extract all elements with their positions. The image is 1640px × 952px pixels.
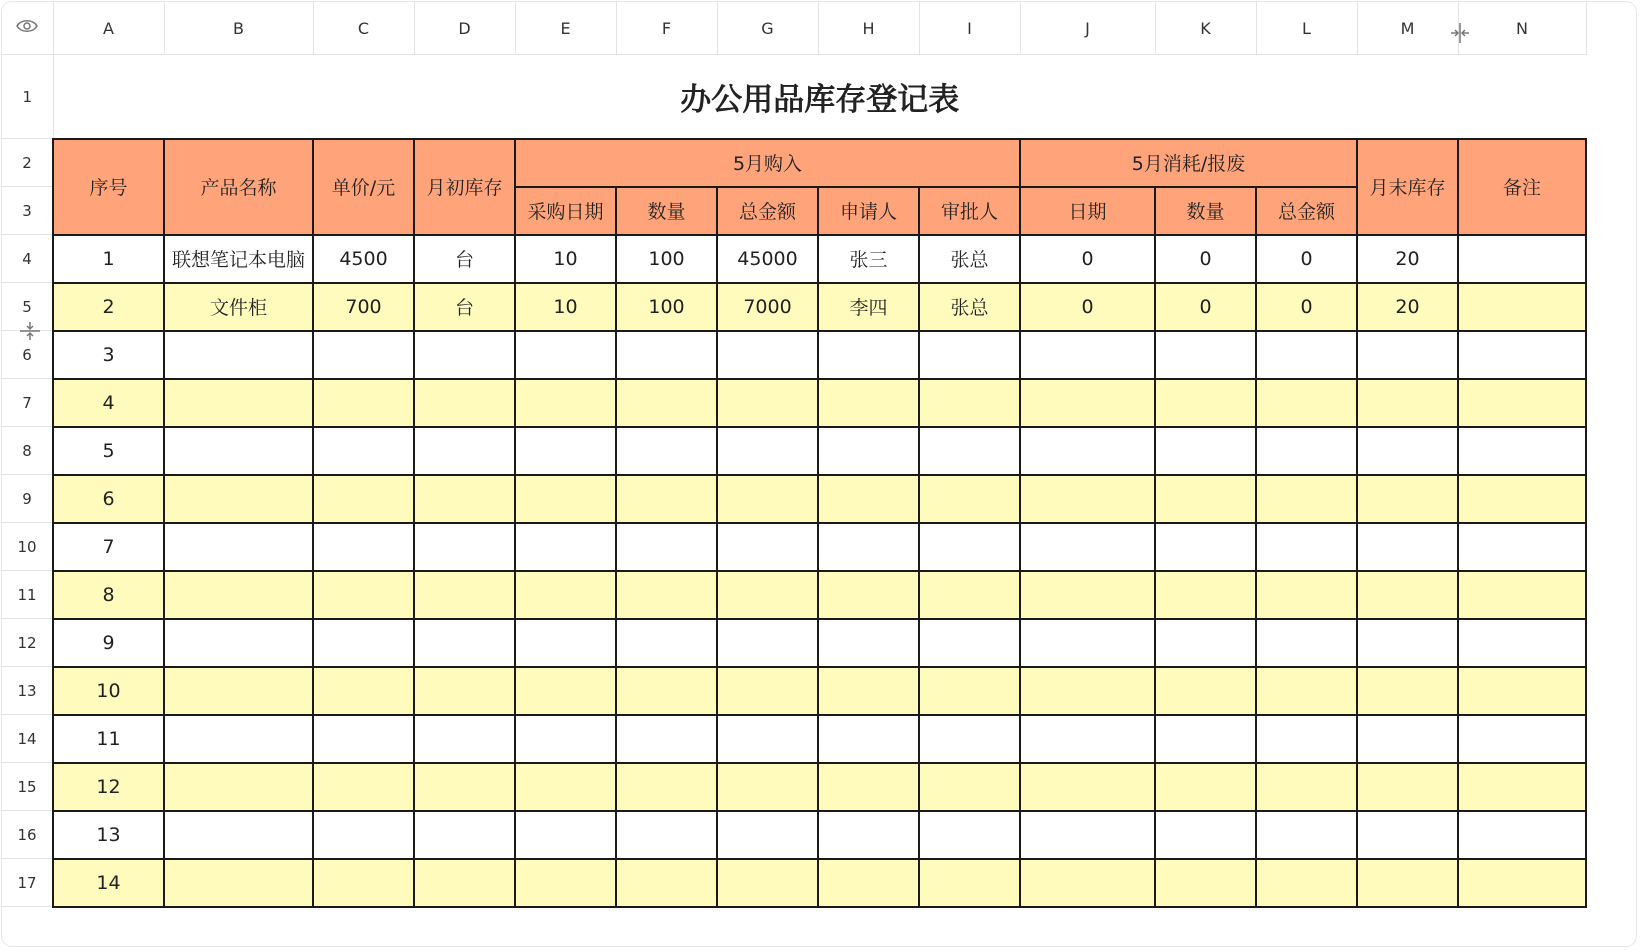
cell-closing-stock[interactable] bbox=[1357, 619, 1458, 667]
cell-notes[interactable] bbox=[1458, 331, 1586, 379]
cell-purchase-qty[interactable] bbox=[616, 571, 717, 619]
cell-applicant[interactable] bbox=[818, 427, 919, 475]
cell-closing-stock[interactable]: 20 bbox=[1357, 283, 1458, 331]
cell-opening-stock[interactable] bbox=[414, 619, 515, 667]
row-header[interactable]: 3 bbox=[2, 187, 53, 235]
row-header[interactable]: 14 bbox=[2, 715, 53, 763]
cell-approver[interactable] bbox=[919, 667, 1020, 715]
cell-seq[interactable]: 3 bbox=[53, 331, 164, 379]
cell-opening-stock[interactable] bbox=[414, 331, 515, 379]
row-header[interactable]: 8 bbox=[2, 427, 53, 475]
column-header-row bbox=[2, 2, 1586, 55]
cell-consume-qty[interactable] bbox=[1155, 859, 1256, 907]
cell-purchase-qty[interactable] bbox=[616, 331, 717, 379]
cell-closing-stock[interactable] bbox=[1357, 427, 1458, 475]
row-header[interactable]: 10 bbox=[2, 523, 53, 571]
cell-purchase-qty[interactable] bbox=[616, 379, 717, 427]
column-header[interactable]: E bbox=[515, 2, 616, 55]
cell-purchase-total[interactable] bbox=[717, 523, 818, 571]
cell-approver[interactable] bbox=[919, 523, 1020, 571]
cell-closing-stock[interactable] bbox=[1357, 763, 1458, 811]
header-closing-stock[interactable]: 月末库存 bbox=[1357, 139, 1458, 235]
cell-consume-qty[interactable] bbox=[1155, 427, 1256, 475]
cell-purchase-total[interactable]: 7000 bbox=[717, 283, 818, 331]
cell-seq[interactable]: 4 bbox=[53, 379, 164, 427]
cell-closing-stock[interactable] bbox=[1357, 811, 1458, 859]
cell-purchase-qty[interactable] bbox=[616, 859, 717, 907]
cell-opening-stock[interactable] bbox=[414, 523, 515, 571]
cell-purchase-qty[interactable]: 100 bbox=[616, 283, 717, 331]
row-header[interactable]: 7 bbox=[2, 379, 53, 427]
cell-consume-total[interactable] bbox=[1256, 331, 1357, 379]
cell-purchase-qty[interactable] bbox=[616, 763, 717, 811]
column-header[interactable]: C bbox=[313, 2, 414, 55]
row-header[interactable]: 6 bbox=[2, 331, 53, 379]
cell-applicant[interactable] bbox=[818, 859, 919, 907]
cell-opening-stock[interactable] bbox=[414, 811, 515, 859]
cell-seq[interactable]: 8 bbox=[53, 571, 164, 619]
column-header[interactable]: J bbox=[1020, 2, 1155, 55]
cell-product-name[interactable] bbox=[164, 859, 313, 907]
table-row bbox=[2, 331, 1586, 379]
cell-purchase-qty[interactable] bbox=[616, 667, 717, 715]
cell-purchase-total[interactable] bbox=[717, 859, 818, 907]
column-header[interactable]: G bbox=[717, 2, 818, 55]
header-consume-total[interactable]: 总金额 bbox=[1256, 187, 1357, 235]
cell-unit-price[interactable]: 4500 bbox=[313, 235, 414, 283]
cell-notes[interactable] bbox=[1458, 763, 1586, 811]
cell-consume-qty[interactable] bbox=[1155, 619, 1256, 667]
cell-consume-date[interactable] bbox=[1020, 619, 1155, 667]
cell-consume-total[interactable]: 0 bbox=[1256, 235, 1357, 283]
cell-approver[interactable] bbox=[919, 571, 1020, 619]
cell-notes[interactable] bbox=[1458, 619, 1586, 667]
cell-approver[interactable] bbox=[919, 427, 1020, 475]
cell-seq[interactable]: 14 bbox=[53, 859, 164, 907]
sheet-title[interactable]: 办公用品库存登记表 bbox=[53, 55, 1586, 139]
cell-purchase-date[interactable] bbox=[515, 715, 616, 763]
cell-consume-total[interactable] bbox=[1256, 379, 1357, 427]
cell-seq[interactable]: 11 bbox=[53, 715, 164, 763]
header-consume-qty[interactable]: 数量 bbox=[1155, 187, 1256, 235]
cell-applicant[interactable] bbox=[818, 571, 919, 619]
table-row bbox=[2, 859, 1586, 907]
cell-notes[interactable] bbox=[1458, 859, 1586, 907]
cell-applicant[interactable] bbox=[818, 331, 919, 379]
cell-purchase-total[interactable] bbox=[717, 763, 818, 811]
row-resize-icon[interactable] bbox=[19, 320, 41, 342]
cell-notes[interactable] bbox=[1458, 571, 1586, 619]
column-header[interactable]: H bbox=[818, 2, 919, 55]
cell-purchase-total[interactable] bbox=[717, 619, 818, 667]
row-header[interactable]: 15 bbox=[2, 763, 53, 811]
table-row bbox=[2, 715, 1586, 763]
cell-product-name[interactable] bbox=[164, 619, 313, 667]
cell-applicant[interactable] bbox=[818, 379, 919, 427]
column-resize-icon[interactable] bbox=[1449, 22, 1471, 44]
cell-consume-date[interactable] bbox=[1020, 859, 1155, 907]
table-row bbox=[2, 235, 1586, 283]
cell-approver[interactable] bbox=[919, 811, 1020, 859]
cell-closing-stock[interactable] bbox=[1357, 331, 1458, 379]
cell-product-name[interactable] bbox=[164, 331, 313, 379]
cell-notes[interactable] bbox=[1458, 475, 1586, 523]
cell-purchase-qty[interactable] bbox=[616, 427, 717, 475]
cell-purchase-total[interactable] bbox=[717, 715, 818, 763]
table-row bbox=[2, 379, 1586, 427]
row-header[interactable]: 2 bbox=[2, 139, 53, 187]
table-row bbox=[2, 763, 1586, 811]
column-header[interactable]: B bbox=[164, 2, 313, 55]
cell-applicant[interactable] bbox=[818, 523, 919, 571]
cell-seq[interactable]: 2 bbox=[53, 283, 164, 331]
cell-product-name[interactable]: 文件柜 bbox=[164, 283, 313, 331]
cell-purchase-total[interactable] bbox=[717, 331, 818, 379]
spreadsheet bbox=[2, 2, 1636, 946]
cell-purchase-total[interactable] bbox=[717, 427, 818, 475]
cell-notes[interactable] bbox=[1458, 235, 1586, 283]
table-row bbox=[2, 571, 1586, 619]
cell-applicant[interactable] bbox=[818, 475, 919, 523]
table-row bbox=[2, 811, 1586, 859]
cell-purchase-qty[interactable]: 100 bbox=[616, 235, 717, 283]
cell-applicant[interactable] bbox=[818, 811, 919, 859]
table-row bbox=[2, 619, 1586, 667]
cell-purchase-date[interactable] bbox=[515, 859, 616, 907]
cell-unit-price[interactable] bbox=[313, 619, 414, 667]
cell-unit-price[interactable] bbox=[313, 859, 414, 907]
row-header[interactable]: 13 bbox=[2, 667, 53, 715]
cell-product-name[interactable] bbox=[164, 427, 313, 475]
cell-purchase-date[interactable] bbox=[515, 331, 616, 379]
cell-unit-price[interactable] bbox=[313, 811, 414, 859]
table-row bbox=[2, 427, 1586, 475]
cell-consume-qty[interactable]: 0 bbox=[1155, 283, 1256, 331]
header-purchase-date[interactable]: 采购日期 bbox=[515, 187, 616, 235]
eye-icon[interactable] bbox=[16, 18, 38, 38]
header-approver[interactable]: 审批人 bbox=[919, 187, 1020, 235]
cell-consume-date[interactable] bbox=[1020, 763, 1155, 811]
cell-consume-qty[interactable] bbox=[1155, 571, 1256, 619]
cell-seq[interactable]: 7 bbox=[53, 523, 164, 571]
cell-consume-total[interactable] bbox=[1256, 859, 1357, 907]
row-header[interactable]: 12 bbox=[2, 619, 53, 667]
cell-consume-qty[interactable] bbox=[1155, 811, 1256, 859]
table-row bbox=[2, 667, 1586, 715]
table-row bbox=[2, 283, 1586, 331]
table-row bbox=[2, 523, 1586, 571]
cell-purchase-total[interactable] bbox=[717, 379, 818, 427]
header-product-name[interactable]: 产品名称 bbox=[164, 139, 313, 235]
column-header[interactable]: K bbox=[1155, 2, 1256, 55]
cell-purchase-qty[interactable] bbox=[616, 475, 717, 523]
cell-unit-price[interactable] bbox=[313, 475, 414, 523]
cell-seq[interactable]: 9 bbox=[53, 619, 164, 667]
cell-consume-qty[interactable] bbox=[1155, 475, 1256, 523]
cell-product-name[interactable] bbox=[164, 667, 313, 715]
cell-seq[interactable]: 5 bbox=[53, 427, 164, 475]
cell-purchase-date[interactable] bbox=[515, 811, 616, 859]
cell-consume-total[interactable]: 0 bbox=[1256, 283, 1357, 331]
cell-closing-stock[interactable] bbox=[1357, 667, 1458, 715]
cell-approver[interactable]: 张总 bbox=[919, 235, 1020, 283]
column-header[interactable]: A bbox=[53, 2, 164, 55]
cell-opening-stock[interactable] bbox=[414, 379, 515, 427]
title-row bbox=[2, 55, 1586, 139]
row-header[interactable]: 9 bbox=[2, 475, 53, 523]
row-header[interactable]: 11 bbox=[2, 571, 53, 619]
header-notes[interactable]: 备注 bbox=[1458, 139, 1586, 235]
cell-opening-stock[interactable] bbox=[414, 667, 515, 715]
cell-opening-stock[interactable] bbox=[414, 763, 515, 811]
cell-unit-price[interactable] bbox=[313, 715, 414, 763]
cell-product-name[interactable] bbox=[164, 523, 313, 571]
cell-approver[interactable] bbox=[919, 763, 1020, 811]
sheet-grid bbox=[2, 2, 1587, 908]
cell-consume-date[interactable] bbox=[1020, 715, 1155, 763]
cell-unit-price[interactable] bbox=[313, 667, 414, 715]
column-header[interactable]: D bbox=[414, 2, 515, 55]
cell-purchase-date[interactable] bbox=[515, 619, 616, 667]
cell-purchase-total[interactable]: 45000 bbox=[717, 235, 818, 283]
column-header[interactable]: F bbox=[616, 2, 717, 55]
cell-closing-stock[interactable] bbox=[1357, 379, 1458, 427]
cell-consume-date[interactable]: 0 bbox=[1020, 283, 1155, 331]
cell-purchase-total[interactable] bbox=[717, 571, 818, 619]
cell-closing-stock[interactable] bbox=[1357, 475, 1458, 523]
cell-unit-price[interactable] bbox=[313, 379, 414, 427]
header-may-purchase[interactable]: 5月购入 bbox=[515, 139, 1020, 187]
cell-product-name[interactable] bbox=[164, 811, 313, 859]
cell-closing-stock[interactable] bbox=[1357, 571, 1458, 619]
cell-notes[interactable] bbox=[1458, 715, 1586, 763]
cell-purchase-total[interactable] bbox=[717, 667, 818, 715]
cell-consume-total[interactable] bbox=[1256, 619, 1357, 667]
column-header[interactable]: L bbox=[1256, 2, 1357, 55]
cell-consume-total[interactable] bbox=[1256, 811, 1357, 859]
cell-notes[interactable] bbox=[1458, 379, 1586, 427]
row-header[interactable]: 16 bbox=[2, 811, 53, 859]
cell-purchase-date[interactable] bbox=[515, 763, 616, 811]
cell-applicant[interactable]: 李四 bbox=[818, 283, 919, 331]
cell-purchase-qty[interactable] bbox=[616, 811, 717, 859]
header-applicant[interactable]: 申请人 bbox=[818, 187, 919, 235]
cell-consume-qty[interactable] bbox=[1155, 523, 1256, 571]
cell-consume-qty[interactable] bbox=[1155, 331, 1256, 379]
cell-consume-date[interactable] bbox=[1020, 475, 1155, 523]
cell-purchase-date[interactable] bbox=[515, 571, 616, 619]
cell-consume-qty[interactable]: 0 bbox=[1155, 235, 1256, 283]
row-header[interactable]: 5 bbox=[2, 283, 53, 331]
header-may-consumption[interactable]: 5月消耗/报废 bbox=[1020, 139, 1357, 187]
cell-purchase-qty[interactable] bbox=[616, 619, 717, 667]
cell-approver[interactable] bbox=[919, 379, 1020, 427]
cell-unit-price[interactable] bbox=[313, 571, 414, 619]
cell-consume-date[interactable] bbox=[1020, 571, 1155, 619]
header-seq[interactable]: 序号 bbox=[53, 139, 164, 235]
cell-closing-stock[interactable]: 20 bbox=[1357, 235, 1458, 283]
cell-consume-date[interactable] bbox=[1020, 379, 1155, 427]
cell-purchase-date[interactable]: 10 bbox=[515, 283, 616, 331]
cell-unit-price[interactable]: 700 bbox=[313, 283, 414, 331]
cell-seq[interactable]: 6 bbox=[53, 475, 164, 523]
cell-purchase-date[interactable] bbox=[515, 475, 616, 523]
header-purchase-total[interactable]: 总金额 bbox=[717, 187, 818, 235]
cell-unit-price[interactable] bbox=[313, 523, 414, 571]
column-header[interactable]: M bbox=[1357, 2, 1458, 55]
cell-applicant[interactable] bbox=[818, 667, 919, 715]
cell-consume-qty[interactable] bbox=[1155, 667, 1256, 715]
cell-product-name[interactable] bbox=[164, 379, 313, 427]
cell-applicant[interactable] bbox=[818, 715, 919, 763]
cell-product-name[interactable]: 联想笔记本电脑 bbox=[164, 235, 313, 283]
header-purchase-qty[interactable]: 数量 bbox=[616, 187, 717, 235]
cell-consume-date[interactable] bbox=[1020, 667, 1155, 715]
cell-approver[interactable] bbox=[919, 619, 1020, 667]
table-row bbox=[2, 475, 1586, 523]
cell-approver[interactable] bbox=[919, 715, 1020, 763]
cell-product-name[interactable] bbox=[164, 475, 313, 523]
cell-closing-stock[interactable] bbox=[1357, 859, 1458, 907]
cell-seq[interactable]: 1 bbox=[53, 235, 164, 283]
cell-consume-date[interactable] bbox=[1020, 811, 1155, 859]
cell-product-name[interactable] bbox=[164, 715, 313, 763]
cell-unit-price[interactable] bbox=[313, 331, 414, 379]
header-unit-price[interactable]: 单价/元 bbox=[313, 139, 414, 235]
cell-purchase-date[interactable] bbox=[515, 427, 616, 475]
row-header[interactable]: 4 bbox=[2, 235, 53, 283]
cell-notes[interactable] bbox=[1458, 667, 1586, 715]
cell-approver[interactable] bbox=[919, 475, 1020, 523]
cell-consume-total[interactable] bbox=[1256, 427, 1357, 475]
cell-opening-stock[interactable] bbox=[414, 571, 515, 619]
cell-closing-stock[interactable] bbox=[1357, 523, 1458, 571]
cell-notes[interactable] bbox=[1458, 427, 1586, 475]
cell-consume-date[interactable] bbox=[1020, 427, 1155, 475]
cell-consume-qty[interactable] bbox=[1155, 763, 1256, 811]
cell-seq[interactable]: 13 bbox=[53, 811, 164, 859]
cell-purchase-date[interactable] bbox=[515, 523, 616, 571]
cell-opening-stock[interactable] bbox=[414, 427, 515, 475]
cell-applicant[interactable]: 张三 bbox=[818, 235, 919, 283]
cell-purchase-total[interactable] bbox=[717, 475, 818, 523]
cell-seq[interactable]: 12 bbox=[53, 763, 164, 811]
cell-consume-total[interactable] bbox=[1256, 763, 1357, 811]
cell-opening-stock[interactable] bbox=[414, 475, 515, 523]
cell-consume-qty[interactable] bbox=[1155, 379, 1256, 427]
cell-consume-date[interactable]: 0 bbox=[1020, 235, 1155, 283]
cell-opening-stock[interactable] bbox=[414, 715, 515, 763]
cell-notes[interactable] bbox=[1458, 523, 1586, 571]
cell-applicant[interactable] bbox=[818, 763, 919, 811]
select-all-corner[interactable] bbox=[2, 2, 53, 55]
cell-product-name[interactable] bbox=[164, 571, 313, 619]
cell-consume-qty[interactable] bbox=[1155, 715, 1256, 763]
cell-opening-stock[interactable] bbox=[414, 859, 515, 907]
cell-applicant[interactable] bbox=[818, 619, 919, 667]
cell-unit-price[interactable] bbox=[313, 763, 414, 811]
cell-seq[interactable]: 10 bbox=[53, 667, 164, 715]
cell-purchase-date[interactable] bbox=[515, 667, 616, 715]
cell-consume-total[interactable] bbox=[1256, 523, 1357, 571]
column-header[interactable]: N bbox=[1458, 2, 1586, 55]
cell-opening-stock[interactable]: 台 bbox=[414, 235, 515, 283]
cell-notes[interactable] bbox=[1458, 811, 1586, 859]
cell-purchase-date[interactable] bbox=[515, 379, 616, 427]
column-header[interactable]: I bbox=[919, 2, 1020, 55]
row-header[interactable]: 17 bbox=[2, 859, 53, 907]
cell-consume-date[interactable] bbox=[1020, 331, 1155, 379]
cell-closing-stock[interactable] bbox=[1357, 715, 1458, 763]
cell-purchase-date[interactable]: 10 bbox=[515, 235, 616, 283]
cell-unit-price[interactable] bbox=[313, 427, 414, 475]
cell-approver[interactable] bbox=[919, 331, 1020, 379]
cell-purchase-qty[interactable] bbox=[616, 523, 717, 571]
row-header[interactable]: 1 bbox=[2, 55, 53, 139]
cell-consume-total[interactable] bbox=[1256, 475, 1357, 523]
header-opening-stock[interactable]: 月初库存 bbox=[414, 139, 515, 235]
header-row-1 bbox=[2, 139, 1586, 187]
cell-product-name[interactable] bbox=[164, 763, 313, 811]
cell-purchase-qty[interactable] bbox=[616, 715, 717, 763]
cell-consume-total[interactable] bbox=[1256, 571, 1357, 619]
cell-approver[interactable]: 张总 bbox=[919, 283, 1020, 331]
cell-notes[interactable] bbox=[1458, 283, 1586, 331]
cell-opening-stock[interactable]: 台 bbox=[414, 283, 515, 331]
header-consume-date[interactable]: 日期 bbox=[1020, 187, 1155, 235]
cell-purchase-total[interactable] bbox=[717, 811, 818, 859]
cell-approver[interactable] bbox=[919, 859, 1020, 907]
cell-consume-total[interactable] bbox=[1256, 667, 1357, 715]
cell-consume-total[interactable] bbox=[1256, 715, 1357, 763]
cell-consume-date[interactable] bbox=[1020, 523, 1155, 571]
